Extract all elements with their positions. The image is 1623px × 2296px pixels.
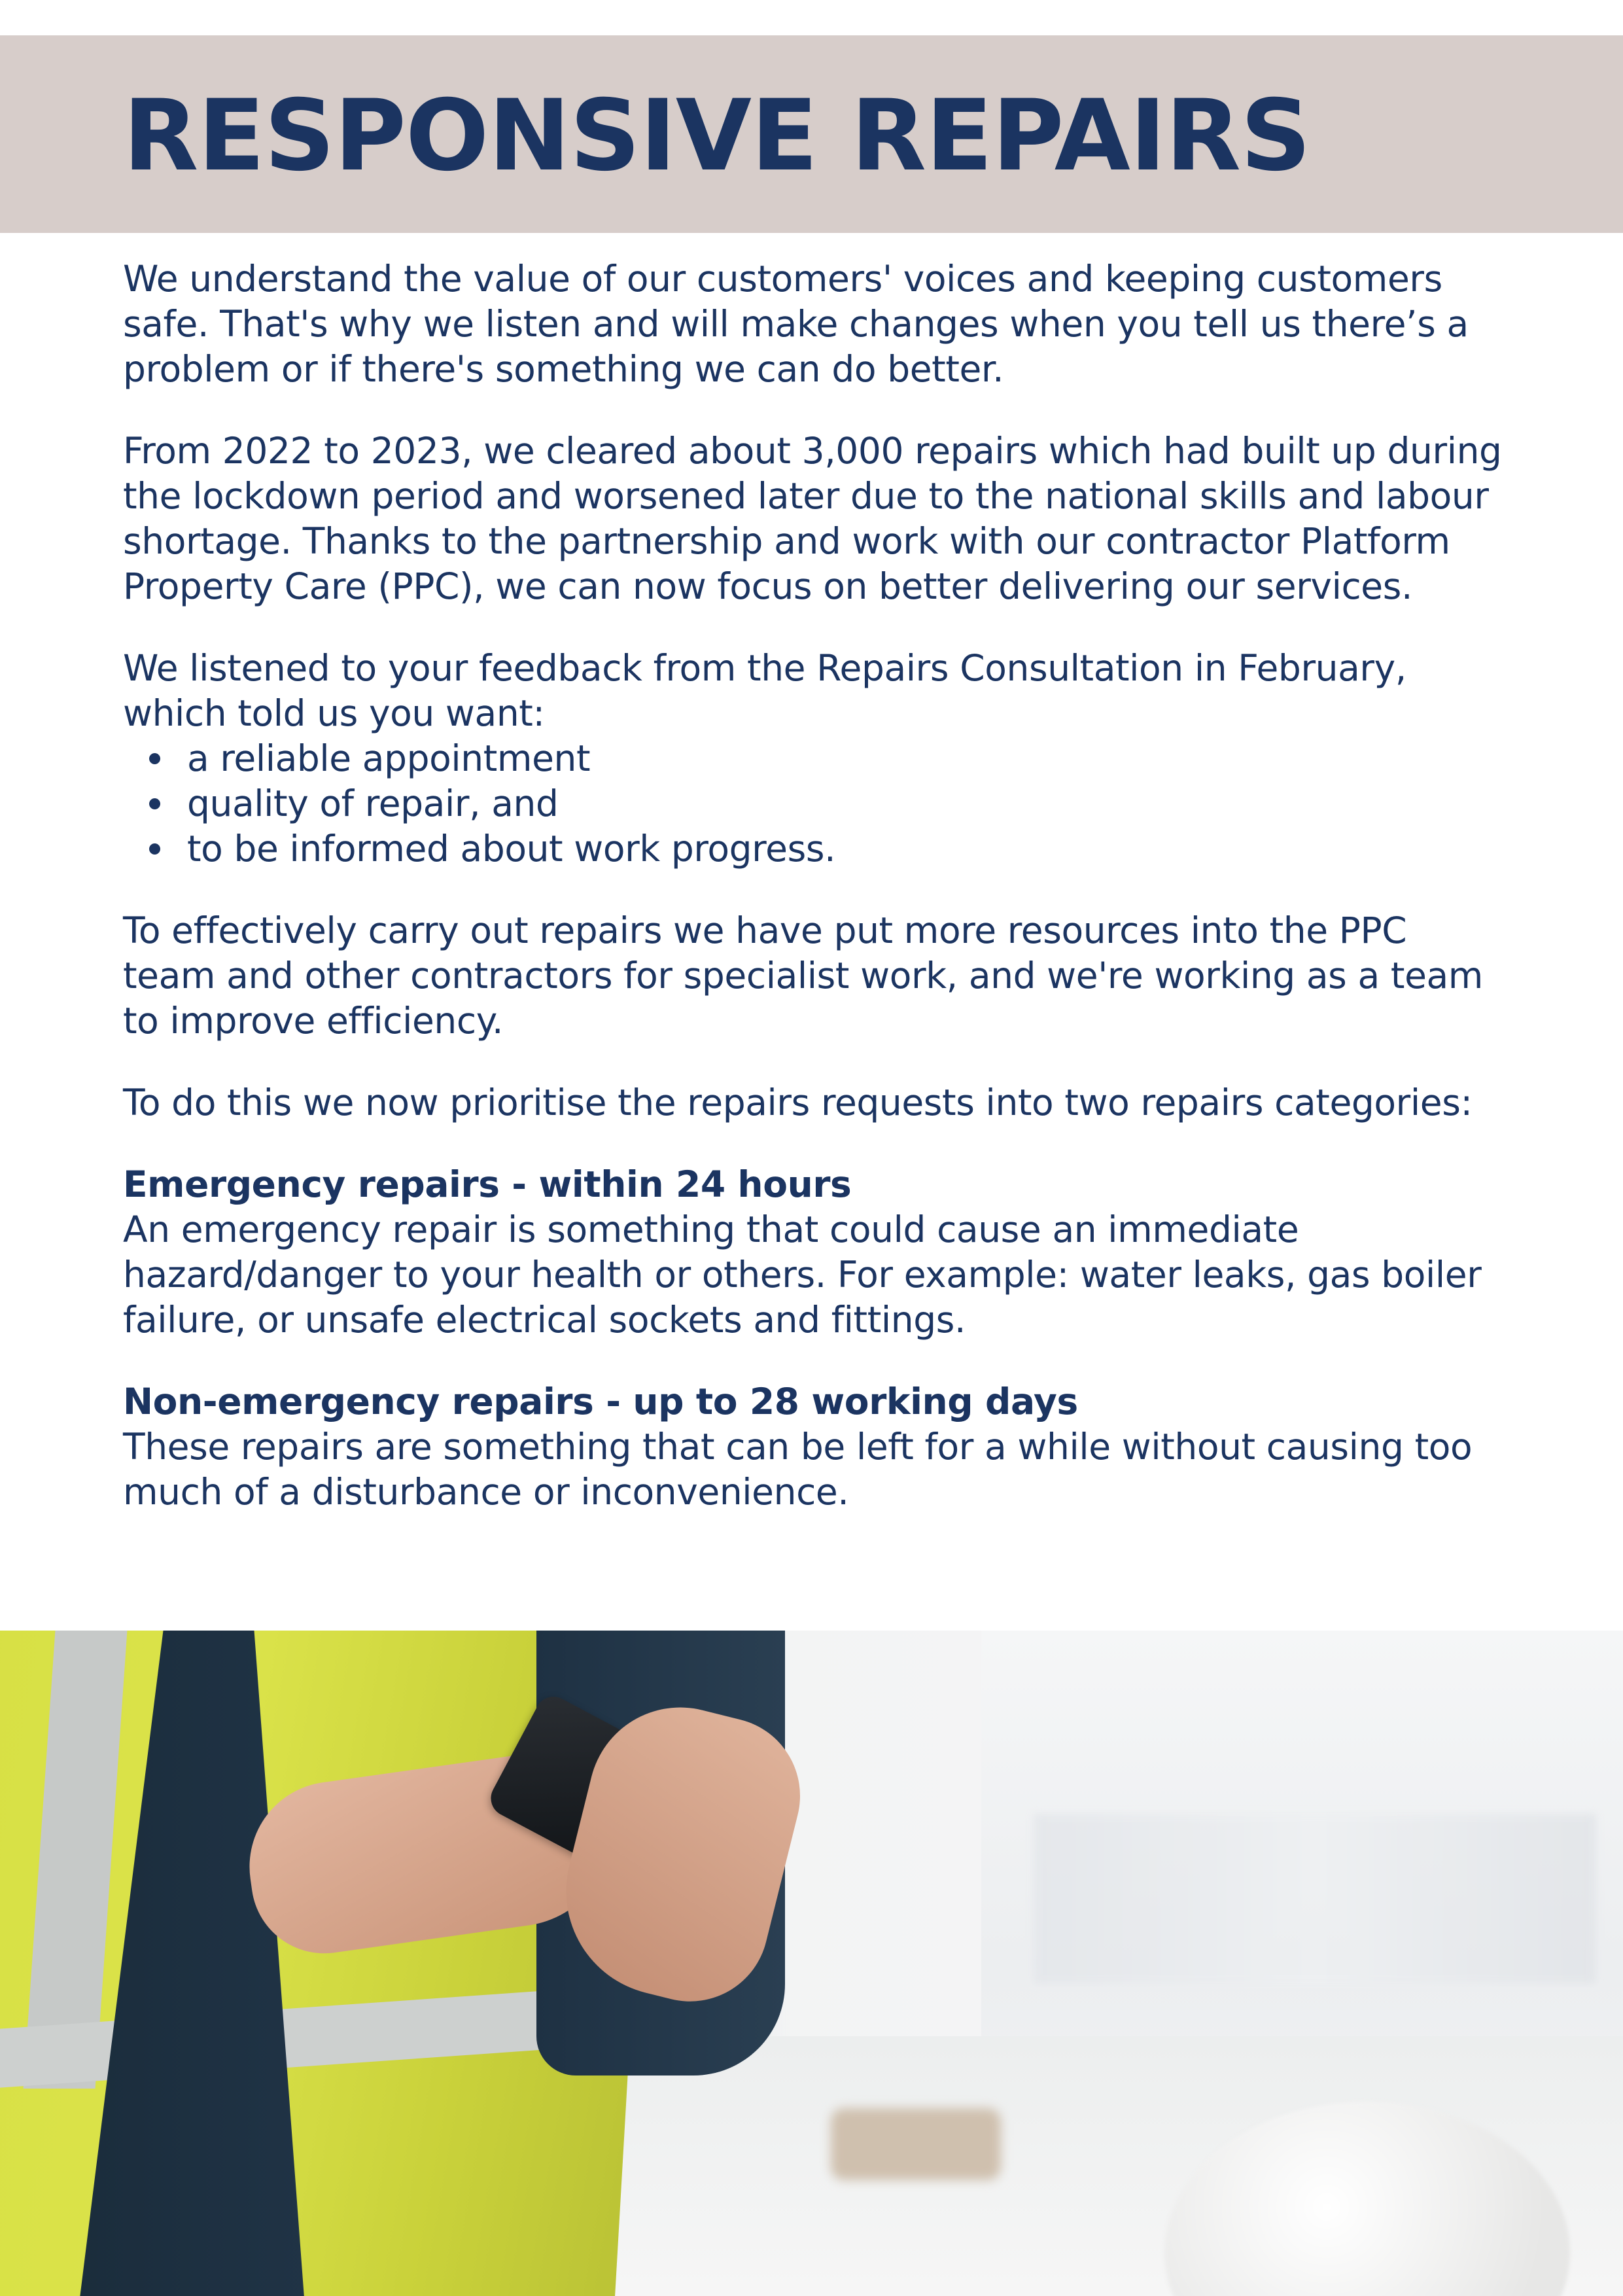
photo-bread — [831, 2108, 1001, 2180]
emergency-repairs-heading: Emergency repairs - within 24 hours — [123, 1163, 852, 1205]
bullet-icon — [149, 798, 160, 809]
non-emergency-repairs-section — [123, 1379, 1503, 1515]
non-emergency-repairs-heading: Non-emergency repairs - up to 28 working days — [123, 1381, 1078, 1422]
emergency-repairs-section — [123, 1162, 1503, 1343]
emergency-repairs-description: An emergency repair is something that could cause an immediate hazard/danger to your health or others. For example: water leaks, gas boiler failure, or unsafe electrical sockets and fittings. — [123, 1209, 1482, 1341]
worker-with-phone-photo — [0, 1631, 1623, 2296]
bullet-icon — [149, 843, 160, 855]
intro-paragraph: We understand the value of our customers' voices and keeping customers safe. That's why we listen and will make changes when you tell us there’s a problem or if there's something we can do better. — [123, 258, 1469, 390]
list-item — [187, 736, 1503, 781]
feedback-list — [123, 736, 1503, 872]
non-emergency-repairs-description: These repairs are something that can be left for a while without causing too much of a disturbance or inconvenience. — [123, 1426, 1473, 1513]
resources-paragraph: To effectively carry out repairs we have put more resources into the PPC team and other contractors for specialist work, and we're working as a team to improve efficiency. — [123, 910, 1483, 1042]
list-item — [187, 826, 1503, 872]
list-item-text: a reliable appointment — [187, 737, 591, 779]
list-item-text: quality of repair, and — [187, 783, 559, 824]
main-content — [123, 256, 1503, 1551]
photo-background-shelf — [1034, 1814, 1596, 1984]
bullet-icon — [149, 753, 160, 764]
categories-intro-paragraph: To do this we now prioritise the repairs requests into two repairs categories: — [123, 1082, 1473, 1123]
feedback-paragraph: We listened to your feedback from the Repairs Consultation in February, which told us you want: — [123, 647, 1406, 734]
page-title: RESPONSIVE REPAIRS — [123, 79, 1311, 193]
backlog-paragraph: From 2022 to 2023, we cleared about 3,000 repairs which had built up during the lockdown period and worsened later due to the national skills and labour shortage. Thanks to the partnership and work with our contractor Platform Property Care (PPC), we can now focus on better delivering our services. — [123, 430, 1502, 607]
list-item — [187, 781, 1503, 826]
list-item-text: to be informed about work progress. — [187, 828, 836, 870]
